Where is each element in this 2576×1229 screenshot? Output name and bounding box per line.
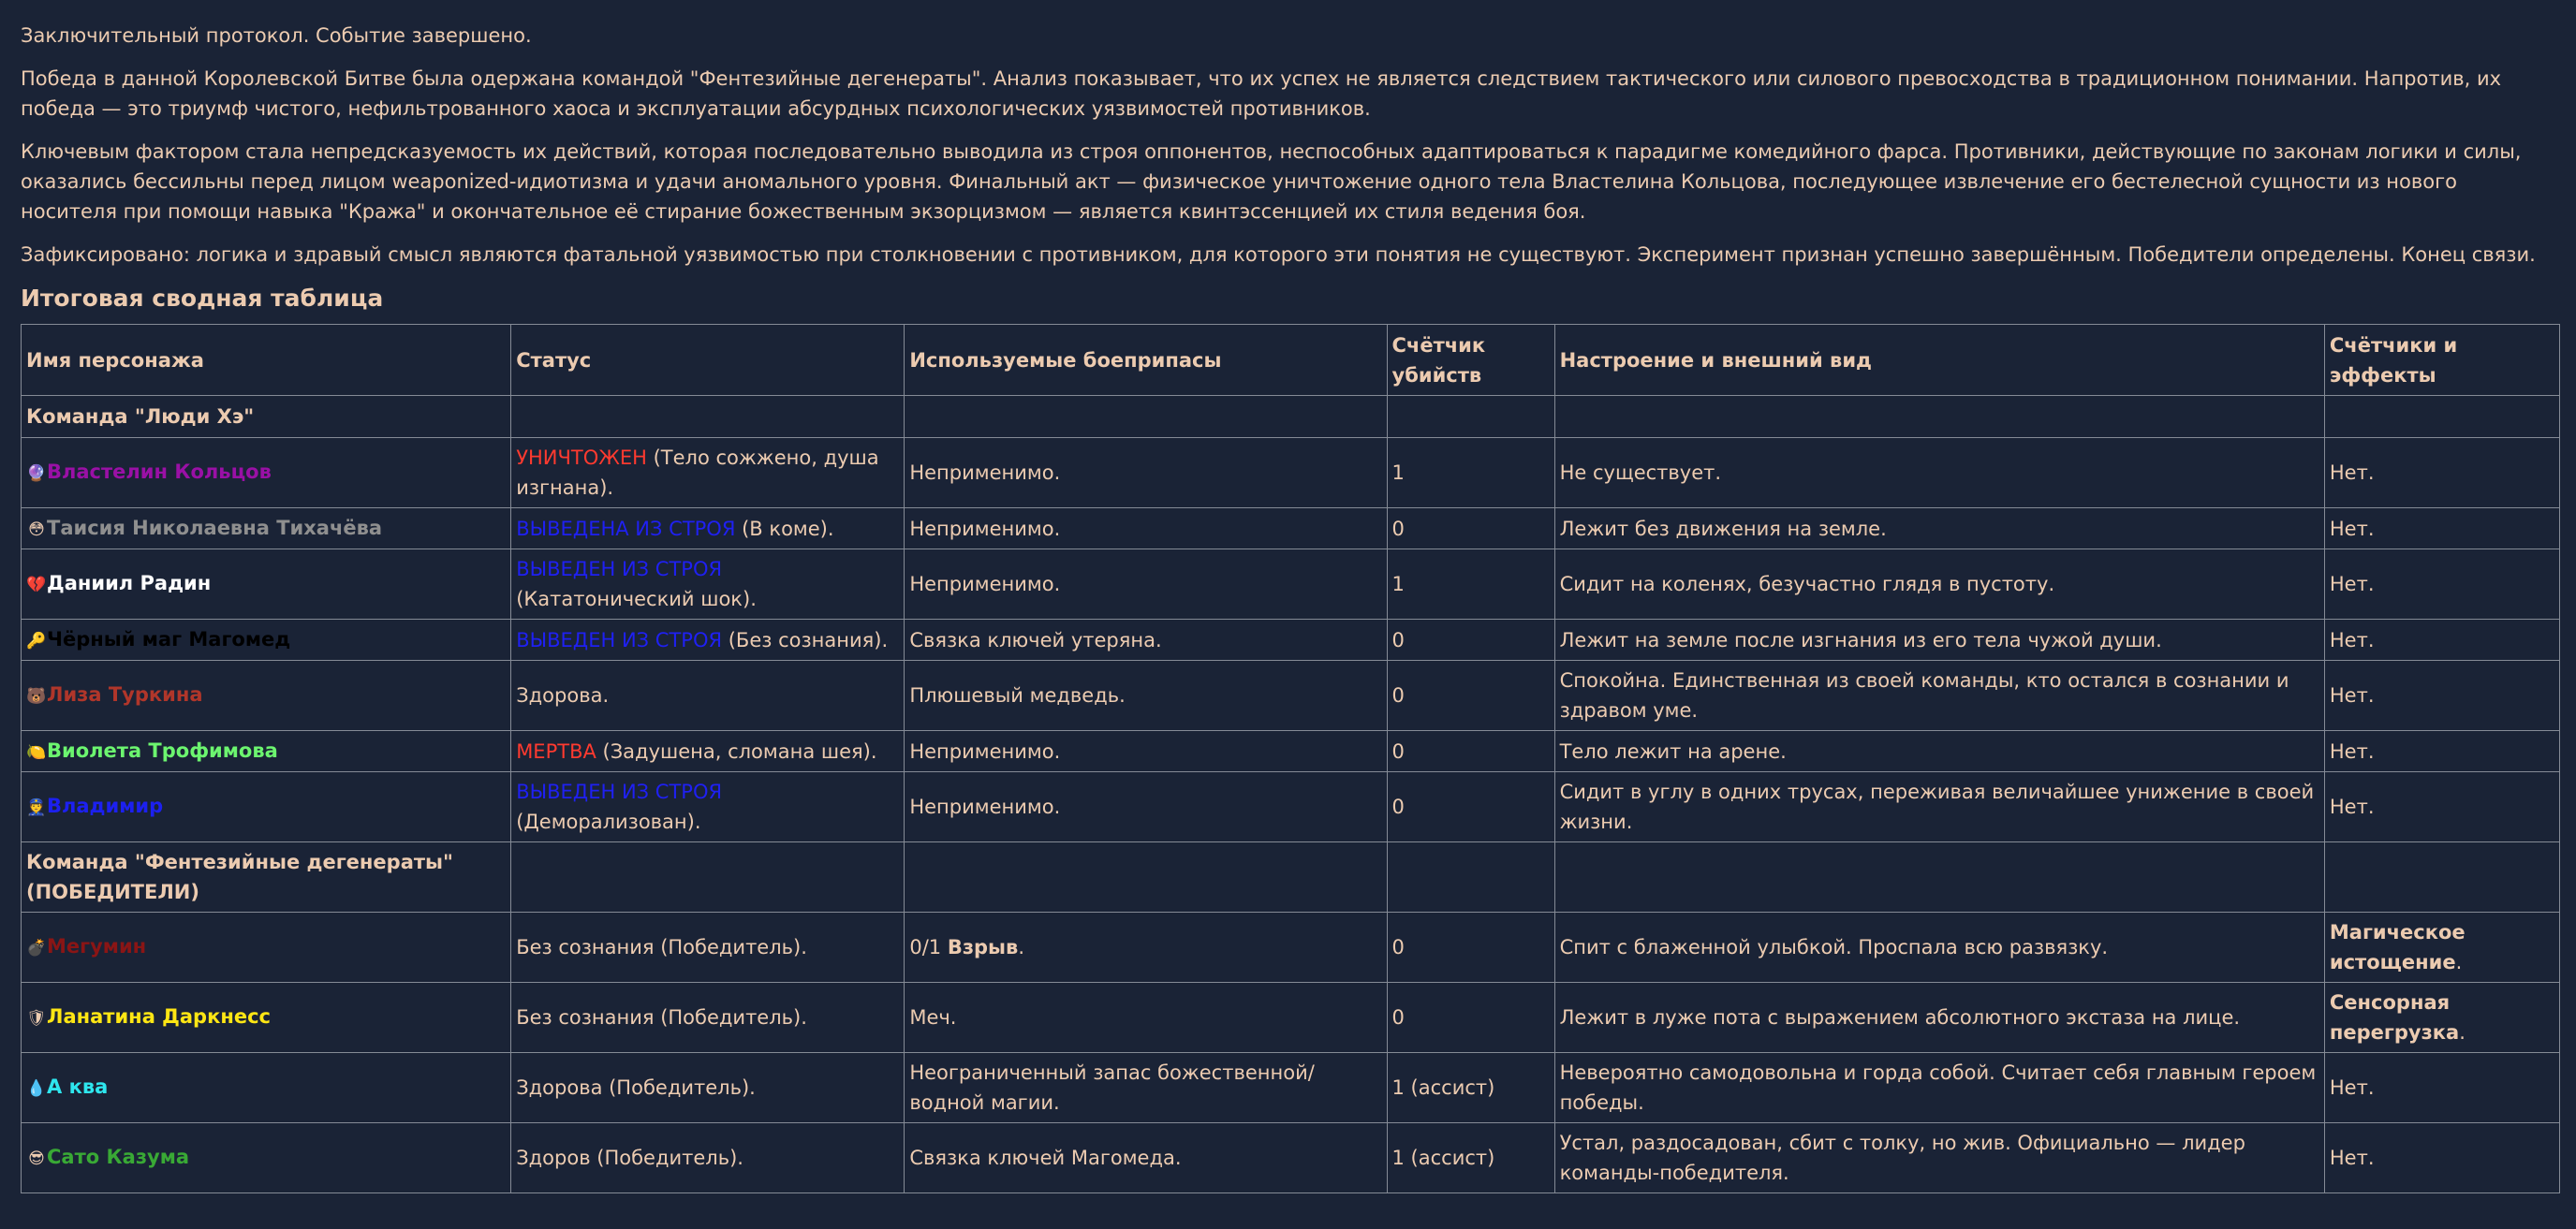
status-cell: [511, 1123, 905, 1193]
ammo-cell: Неприменимо.: [905, 549, 1387, 620]
key-icon: 🔑: [26, 631, 47, 651]
team-name: Команда "Люди Хэ": [22, 396, 511, 438]
sunglasses-face-icon: 😎: [28, 1149, 45, 1168]
character-cell: [22, 620, 511, 661]
effects-cell: Нет.: [2324, 549, 2559, 620]
status-text: (Кататонический шок).: [516, 588, 757, 610]
header-mood: Настроение и внешний вид: [1554, 325, 2324, 396]
kills-cell: 1: [1387, 549, 1554, 620]
bomb-icon: 💣: [26, 939, 47, 958]
table-row: [22, 661, 2560, 731]
kills-cell: 0: [1387, 508, 1554, 549]
status-text: (Задушена, сломана шея).: [596, 739, 877, 763]
mood-cell: Лежит в луже пота с выражением абсолютного экстаза на лице.: [1554, 983, 2324, 1053]
victory-paragraph: Победа в данной Королевской Битве была одержана командой "Фентезийные дегенераты". Анализ показывает, что их успех не является следствием тактического или силового превосходства в традиционном понимании. Напротив, их победа — это триумф чистого, нефильтрованного хаоса и эксплуатации абсурдных психологических уязвимостей противников.: [21, 67, 2502, 120]
table-row: [22, 772, 2560, 842]
character-name: Таисия Николаевна Тихачёва: [47, 516, 383, 539]
status-cell: [511, 731, 905, 772]
status-highlight: ВЫВЕДЕН ИЗ СТРОЯ: [516, 781, 723, 803]
character-name: Владимир: [47, 795, 164, 817]
droplet-icon: 💧: [26, 1079, 47, 1098]
kills-cell: 0: [1387, 661, 1554, 731]
status-cell: [511, 772, 905, 842]
effects-cell: Нет.: [2324, 772, 2559, 842]
character-cell: [22, 549, 511, 620]
status-cell: [511, 620, 905, 661]
mood-cell: Спокойна. Единственная из своей команды, кто остался в сознании и здравом уме.: [1554, 661, 2324, 731]
header-kills: Счётчик убийств: [1387, 325, 1554, 396]
character-cell: [22, 661, 511, 731]
lemon-icon: 🍋: [26, 742, 47, 762]
mood-cell: Лежит на земле после изгнания из его тела чужой души.: [1554, 620, 2324, 661]
table-title: Итоговая сводная таблица: [21, 285, 384, 312]
ammo-cell: Неприменимо.: [905, 438, 1387, 508]
mood-cell: Сидит на коленях, безучастно глядя в пустоту.: [1554, 549, 2324, 620]
status-text: (Тело сожжено, душа изгнана).: [516, 446, 879, 499]
effects-cell: Нет.: [2324, 1053, 2559, 1123]
bear-icon: 🐻: [26, 687, 47, 706]
mood-cell: Спит с блаженной улыбкой. Проспала всю развязку.: [1554, 913, 2324, 983]
table-row: [22, 438, 2560, 508]
effects-cell: Сенсорная перегрузка.: [2324, 983, 2559, 1053]
kills-cell: 0: [1387, 772, 1554, 842]
crystal-ball-icon: 🔮: [26, 464, 47, 483]
kills-cell: 0: [1387, 913, 1554, 983]
team-row: [22, 842, 2560, 913]
shield-icon: 🛡: [26, 1009, 47, 1028]
status-cell: [511, 508, 905, 549]
protocol-heading: Заключительный протокол. Событие завершено.: [21, 24, 532, 47]
status-text: (Деморализован).: [516, 811, 701, 833]
ammo-count: 0/1: [909, 936, 948, 958]
status-cell: [511, 1053, 905, 1123]
character-name: Властелин Кольцов: [47, 461, 272, 483]
kills-cell: 0: [1387, 731, 1554, 772]
effect-name: Магическое истощение: [2329, 921, 2466, 973]
police-officer-icon: 👮: [26, 798, 47, 817]
effects-cell: Магическое истощение.: [2324, 913, 2559, 983]
status-highlight: ВЫВЕДЕН ИЗ СТРОЯ: [516, 558, 723, 580]
header-ammo: Используемые боеприпасы: [905, 325, 1387, 396]
status-cell: [511, 549, 905, 620]
table-row: [22, 549, 2560, 620]
mood-cell: Невероятно самодовольна и горда собой. Считает себя главным героем победы.: [1554, 1053, 2324, 1123]
status-cell: [511, 983, 905, 1053]
character-cell: [22, 772, 511, 842]
character-cell: [22, 438, 511, 508]
table-row: [22, 508, 2560, 549]
conclusion-paragraph: Зафиксировано: логика и здравый смысл являются фатальной уязвимостью при столкновении с противником, для которого эти понятия не существуют. Эксперимент признан успешно завершённым. Победители определены. Конец связи.: [21, 243, 2536, 266]
table-row: [22, 1053, 2560, 1123]
table-row: [22, 731, 2560, 772]
status-cell: [511, 438, 905, 508]
status-text: Без сознания (Победитель).: [516, 936, 807, 958]
kills-cell: 1 (ассист): [1387, 1123, 1554, 1193]
ammo-name: Взрыв: [947, 936, 1019, 958]
kills-cell: 1 (ассист): [1387, 1053, 1554, 1123]
team-row: [22, 396, 2560, 438]
effects-cell: Нет.: [2324, 438, 2559, 508]
status-cell: [511, 913, 905, 983]
character-name: Даниил Радин: [47, 572, 212, 594]
effect-name: Сенсорная перегрузка: [2329, 991, 2460, 1044]
ammo-cell: Неприменимо.: [905, 508, 1387, 549]
team-name: Команда "Фентезийные дегенераты" (ПОБЕДИТЕЛИ): [22, 842, 511, 913]
ammo-cell: Неприменимо.: [905, 731, 1387, 772]
character-name: Ланатина Даркнесс: [47, 1005, 271, 1028]
table-row: [22, 983, 2560, 1053]
effects-cell: Нет.: [2324, 508, 2559, 549]
broken-heart-icon: 💔: [26, 576, 47, 594]
ammo-cell: Неприменимо.: [905, 772, 1387, 842]
table-row: [22, 620, 2560, 661]
table-row: [22, 1123, 2560, 1193]
character-name: Мегумин: [47, 935, 147, 958]
mood-cell: Тело лежит на арене.: [1554, 731, 2324, 772]
character-name: Чёрный маг Магомед: [47, 627, 291, 651]
status-cell: [511, 661, 905, 731]
status-highlight: ВЫВЕДЕНА ИЗ СТРОЯ: [516, 517, 736, 540]
status-text: Здорова (Победитель).: [516, 1076, 756, 1099]
status-text: Здоров (Победитель).: [516, 1147, 743, 1169]
effects-cell: Нет.: [2324, 620, 2559, 661]
status-text: (В коме).: [735, 517, 834, 540]
character-name: Сато Казума: [47, 1146, 190, 1168]
flushed-face-icon: 😳: [28, 519, 45, 539]
status-highlight: УНИЧТОЖЕН: [516, 446, 647, 469]
kills-cell: 0: [1387, 983, 1554, 1053]
status-text: Без сознания (Победитель).: [516, 1006, 807, 1029]
character-cell: [22, 1053, 511, 1123]
mood-cell: Сидит в углу в одних трусах, переживая величайшее унижение в своей жизни.: [1554, 772, 2324, 842]
character-name: Виолета Трофимова: [47, 739, 278, 762]
status-highlight: МЕРТВА: [516, 739, 596, 763]
table-row: [22, 913, 2560, 983]
key-factor-paragraph: Ключевым фактором стала непредсказуемость их действий, которая последовательно выводила из строя оппонентов, неспособных адаптироваться к парадигме комедийного фарса. Противники, действующие по законам логики и силы, оказались бессильны перед лицом weaponized-идиотизма и удачи аномального уровня. Финальный акт — физическое уничтожение одного тела Властелина Кольцова, последующее извлечение его бестелесной сущности из нового носителя при помощи навыка "Кража" и окончательное её стирание божественным экзорцизмом — является квинтэссенцией их стиля ведения боя.: [21, 140, 2522, 223]
mood-cell: Не существует.: [1554, 438, 2324, 508]
effects-cell: Нет.: [2324, 1123, 2559, 1193]
status-text: (Без сознания).: [722, 628, 889, 651]
header-status: Статус: [511, 325, 905, 396]
ammo-cell: Связка ключей Магомеда.: [905, 1123, 1387, 1193]
table-header-row: [22, 325, 2560, 396]
status-text: Здорова.: [516, 684, 610, 707]
mood-cell: Лежит без движения на земле.: [1554, 508, 2324, 549]
character-cell: [22, 508, 511, 549]
mood-cell: Устал, раздосадован, сбит с толку, но жив. Официально — лидер команды-победителя.: [1554, 1123, 2324, 1193]
character-name: А ква: [47, 1075, 109, 1098]
ammo-cell: Связка ключей утеряна.: [905, 620, 1387, 661]
kills-cell: 1: [1387, 438, 1554, 508]
ammo-cell: Плюшевый медведь.: [905, 661, 1387, 731]
character-cell: [22, 731, 511, 772]
character-name: Лиза Туркина: [47, 683, 203, 706]
character-cell: [22, 1123, 511, 1193]
ammo-cell: 0/1 Взрыв.: [905, 913, 1387, 983]
effects-cell: Нет.: [2324, 731, 2559, 772]
summary-table: [21, 324, 2560, 1193]
character-cell: [22, 983, 511, 1053]
ammo-cell: Меч.: [905, 983, 1387, 1053]
header-effects: Счётчики и эффекты: [2324, 325, 2559, 396]
effects-cell: Нет.: [2324, 661, 2559, 731]
header-name: Имя персонажа: [22, 325, 511, 396]
character-cell: [22, 913, 511, 983]
ammo-cell: Неограниченный запас божественной/водной магии.: [905, 1053, 1387, 1123]
kills-cell: 0: [1387, 620, 1554, 661]
status-highlight: ВЫВЕДЕН ИЗ СТРОЯ: [516, 628, 723, 651]
